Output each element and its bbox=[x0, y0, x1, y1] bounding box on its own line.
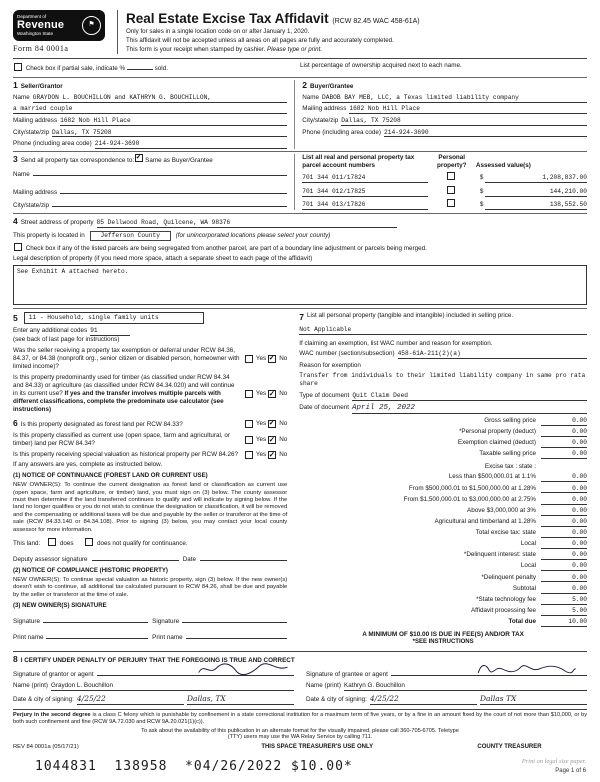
tier2-value[interactable]: 0.00 bbox=[541, 485, 587, 494]
new-owner-signature-title: (3) NEW OWNER(S) SIGNATURE bbox=[13, 601, 107, 609]
parcel-table bbox=[302, 154, 587, 210]
personal-property-deduct-value[interactable]: 0.00 bbox=[541, 428, 587, 437]
exemption-claimed-row bbox=[299, 439, 587, 448]
section-5-number: 5 bbox=[13, 312, 18, 323]
buyer-phone-value[interactable]: 214-924-3690 bbox=[384, 129, 587, 138]
historic-property-yesno bbox=[244, 451, 287, 459]
additional-codes-label: Enter any additional codes bbox=[13, 326, 88, 334]
seller-name-value-line2[interactable]: a married couple bbox=[13, 105, 287, 114]
minimum-due-note: A MINIMUM OF $10.00 IS DUE IN FEE(S) AND/OR TAX bbox=[362, 630, 524, 638]
historic-property-yes-label: Yes bbox=[255, 451, 267, 459]
buyer-name-label: Name bbox=[302, 93, 320, 101]
section-7-number: 7 bbox=[299, 312, 304, 323]
new-owner-signature-row bbox=[13, 615, 287, 626]
reason-for-exemption-value[interactable]: Transfer from individuals to their limited liability company in same pro rata share bbox=[299, 372, 586, 388]
section-1-seller bbox=[13, 80, 294, 149]
seller-name-label: Name bbox=[13, 93, 30, 101]
seller-exemption-question bbox=[13, 347, 287, 371]
predominant-use-question-normal: Is this property predominantly used for timber (as classified under RCW 84.34 and 84.33) or agriculture (as classified under RCW 84.34.020) and will continue in its current use? bbox=[13, 373, 235, 398]
header-note-2: This affidavit will not be accepted unless all areas on all pages are fully and accurately completed. bbox=[126, 37, 394, 45]
legal-size-note: Print on legal size paper. bbox=[521, 758, 586, 766]
buyer-mailing-label: Mailing address bbox=[302, 105, 347, 113]
header-note-3 bbox=[126, 46, 587, 54]
grantor-signature-line[interactable] bbox=[97, 668, 294, 676]
assessed-value-col-header: Assessed value(s) bbox=[475, 162, 531, 170]
seller-exemption-question-text: Was the seller receiving a property tax exemption or deferral under RCW 84.36, 84.37, or 84.38 (nonprofit org., senior citizen or disabled person, homeowner with limited income)? bbox=[13, 346, 240, 370]
forest-land-no-checkbox[interactable] bbox=[268, 420, 276, 428]
assessed-value-1[interactable]: 1,208,837.00 bbox=[485, 174, 587, 183]
date-of-document-label: Date of document bbox=[299, 403, 349, 411]
seller-title: Seller/Grantor bbox=[20, 83, 63, 91]
page-corner bbox=[522, 758, 586, 776]
footer-row bbox=[13, 744, 587, 752]
accessibility-notice bbox=[13, 728, 587, 742]
segregated-checkbox[interactable] bbox=[14, 243, 22, 251]
forest-land-question-body: Is this property designated as forest land per RCW 84.33? bbox=[20, 421, 183, 429]
seller-name-value[interactable]: GRAYDON L. BOUCHILLON and KATHRYN G. BOUCHILLON, bbox=[33, 94, 287, 103]
current-use-yesno bbox=[244, 432, 287, 448]
predominant-use-yesno bbox=[244, 374, 287, 414]
agency-logo-block bbox=[13, 10, 109, 54]
state-seal-icon: ⚑ bbox=[82, 16, 101, 35]
seller-citystatezip-value[interactable]: Dallas, TX 75208 bbox=[52, 129, 287, 138]
correspondence-mailing-label: Mailing address bbox=[13, 188, 58, 196]
grantor-date-city-label: Date & city of signing: bbox=[13, 695, 74, 703]
current-use-question bbox=[13, 432, 287, 448]
see-back-note: (see back of last page for instructions) bbox=[13, 335, 120, 343]
additional-codes-value[interactable]: 91 bbox=[90, 327, 130, 336]
section-8-certification bbox=[13, 651, 587, 705]
header-note-3-text: This form is your receipt when stamped by cashier. bbox=[126, 46, 267, 54]
current-use-no-label: No bbox=[279, 436, 288, 444]
forest-land-yes-label: Yes bbox=[255, 419, 267, 427]
main-columns bbox=[13, 308, 587, 646]
grantor-city-value[interactable]: Dallas, TX bbox=[187, 694, 294, 705]
this-land-row bbox=[13, 538, 287, 548]
tier4-row bbox=[299, 507, 587, 516]
delinquent-interest-local-label: Local bbox=[520, 562, 536, 570]
total-due-value[interactable]: 10.00 bbox=[541, 618, 587, 627]
correspondence-parcels-row bbox=[13, 151, 587, 210]
certify-statement: I CERTIFY UNDER PENALTY OF PERJURY THAT THE FOREGOING IS TRUE AND CORRECT bbox=[20, 656, 295, 664]
section-1-number: 1 bbox=[13, 80, 18, 91]
personal-property-checkbox-3[interactable] bbox=[447, 199, 455, 207]
personal-property-col-header: Personal property? bbox=[437, 153, 467, 170]
notice-compliance-title: (2) NOTICE OF COMPLIANCE (HISTORIC PROPERTY) bbox=[13, 566, 168, 574]
grantee-date-value[interactable]: 4/25/22 bbox=[370, 694, 477, 705]
new-owner-printname-2 bbox=[152, 631, 287, 642]
notice-continuance-body: NEW OWNER(S): To continue the current designation as forest land or classification as current use (open space, farm and agriculture, or timber) land, you must sign on (3) below. The county assessor must then determine if the land transferred continues to qualify and will indicate by signing below. If the land no longer qualifies or you do not wish to continue the designation or classification, it will be removed and the compensating or additional taxes will be due and payable by the seller or transferor at the time of sale (RCW 84.33.140 or 84.34.108). Prior to signing (3) below, you may contact your local county assessor for more information. bbox=[13, 482, 288, 533]
type-of-document-value[interactable]: Quit Claim Deed bbox=[352, 392, 587, 401]
buyer-name-value[interactable]: DABOB BAY MEB, LLC, a Texas limited liability company bbox=[322, 94, 587, 103]
grantee-signature-line[interactable] bbox=[391, 668, 587, 676]
partial-sale-suffix: sold. bbox=[154, 65, 168, 73]
parcel-col-header: List all real and personal property tax parcel account numbers bbox=[302, 153, 415, 170]
local-tax-row bbox=[299, 540, 587, 549]
local-tax-value[interactable]: 0.00 bbox=[541, 540, 587, 549]
wac-number-label: WAC number (section/subsection) bbox=[299, 350, 395, 358]
delinquent-interest-local-value[interactable]: 0.00 bbox=[541, 562, 587, 571]
legal-description-label: Legal description of property (if you need more space, attach a separate sheet to each page of the affidavit) bbox=[13, 255, 313, 263]
buyer-mailing-value[interactable]: 1682 Nob Hill Place bbox=[349, 105, 587, 114]
street-address-label: Street address of property bbox=[20, 219, 94, 227]
grantee-signature-block bbox=[306, 665, 587, 705]
section-3-correspondence bbox=[13, 154, 294, 210]
assessed-value-2[interactable]: 144,210.00 bbox=[485, 188, 587, 197]
grantor-name-print-line[interactable] bbox=[51, 682, 294, 691]
treasurer-space-label: THIS SPACE TREASURER'S USE ONLY bbox=[261, 744, 374, 751]
predominant-use-no-checkbox[interactable] bbox=[268, 390, 276, 398]
local-tax-label: Local bbox=[520, 540, 536, 548]
delinquent-interest-state-row bbox=[299, 551, 587, 560]
county-treasurer-label: COUNTY TREASURER bbox=[477, 744, 542, 751]
deputy-assessor-row bbox=[13, 553, 287, 564]
seller-exemption-yesno bbox=[244, 347, 287, 371]
buyer-citystatezip-label: City/state/zip bbox=[302, 116, 339, 124]
tier3-value[interactable]: 0.00 bbox=[541, 496, 587, 505]
section-6-number: 6 bbox=[13, 418, 18, 429]
street-address-value[interactable]: 85 Dellwood Road, Quilcene, WA 98376 bbox=[97, 219, 397, 228]
grantee-signature-label: Signature of grantee or agent bbox=[306, 670, 388, 678]
correspondence-citystatezip-label: City/state/zip bbox=[13, 202, 50, 210]
delinquent-penalty-row bbox=[299, 574, 587, 583]
predominant-use-question bbox=[13, 374, 287, 414]
deputy-assessor-signature-line[interactable] bbox=[92, 553, 179, 561]
section-3-number: 3 bbox=[13, 153, 18, 164]
cashier-stamp: 1044831 138958 *04/26/2022 $10.00* bbox=[35, 759, 353, 775]
seller-phone-label: Phone (including area code) bbox=[13, 140, 92, 148]
deputy-date-label: Date bbox=[182, 555, 197, 563]
assessed-value-3[interactable]: 138,552.50 bbox=[485, 201, 587, 210]
parcel-number-1[interactable]: 701 344 011/17824 bbox=[302, 174, 427, 183]
delinquent-interest-state-label: *Delinquent interest: state bbox=[463, 551, 536, 559]
personal-property-list-label: List all personal property (tangible and intangible) included in selling price. bbox=[306, 312, 514, 320]
logo-state-line: Washington State bbox=[17, 30, 54, 36]
taxable-selling-price-row bbox=[299, 450, 587, 459]
located-note: (for unincorporated locations please select your county) bbox=[175, 231, 331, 239]
historic-property-no-label: No bbox=[279, 451, 288, 459]
notice-compliance-body: NEW OWNER(S): To continue special valuation as historic property, sign (3) below. If the new owner(s) doesn't wish to continue, all additional tax calculated pursuant to RCW 84.26, shall be due and payable by the seller or transferor at the time of sale. bbox=[13, 576, 288, 598]
taxable-selling-price-value[interactable]: 0.00 bbox=[541, 450, 587, 459]
exemption-note: If claiming an exemption, list WAC number and reason for exemption. bbox=[299, 339, 493, 347]
new-owner-signature-line-2[interactable] bbox=[182, 615, 287, 623]
exemption-claimed-value[interactable]: 0.00 bbox=[541, 439, 587, 448]
predominant-use-yes-checkbox[interactable] bbox=[245, 390, 253, 398]
print-name-label-2: Print name bbox=[152, 633, 183, 641]
section-5-land-use bbox=[13, 312, 287, 414]
grantor-name-print-label: Name (print) bbox=[13, 681, 48, 689]
forest-land-question bbox=[13, 418, 287, 429]
top-instruction-row bbox=[13, 62, 587, 75]
signature-label-2: Signature bbox=[152, 617, 180, 625]
date-of-document-value[interactable]: April 25, 2022 bbox=[352, 404, 587, 415]
parcel-number-2[interactable]: 701 344 012/17825 bbox=[302, 188, 427, 197]
seller-phone-value[interactable]: 214-924-3690 bbox=[95, 140, 287, 149]
personal-property-deduct-row bbox=[299, 428, 587, 437]
does-not-label: does not qualify for continuance. bbox=[96, 539, 188, 547]
section-7-tax-computation bbox=[294, 312, 587, 646]
form-title-rcw-ref: (RCW 82.45 WAC 458-61A) bbox=[332, 18, 420, 25]
seller-mailing-value[interactable]: 1682 Nob Hill Place bbox=[60, 117, 287, 126]
tier2-label: From $500,000.01 to $1,500,000.00 at 1.28% bbox=[408, 484, 536, 492]
correspondence-name-label: Name bbox=[13, 170, 30, 178]
tier4-label: Above $3,000,000 at 3% bbox=[467, 506, 536, 514]
legal-description-box[interactable] bbox=[13, 265, 587, 305]
grantee-signature-image bbox=[467, 661, 587, 677]
ownership-note: List percentage of ownership acquired next to each name. bbox=[300, 62, 462, 70]
seller-mailing-label: Mailing address bbox=[13, 116, 58, 124]
section-4-number: 4 bbox=[13, 216, 18, 227]
correspondence-mailing-input[interactable] bbox=[60, 186, 287, 194]
personal-property-checkbox-2[interactable] bbox=[447, 186, 455, 194]
parcel-row-3 bbox=[302, 199, 587, 210]
section-8-number: 8 bbox=[13, 653, 18, 664]
total-excise-state-row bbox=[299, 529, 587, 538]
grantor-name-print-value: Graydon L. Bouchillon bbox=[51, 681, 113, 689]
seller-exemption-yes-label: Yes bbox=[255, 354, 267, 362]
grantee-city-value[interactable]: Dallas TX bbox=[480, 694, 587, 705]
historic-property-question-text: Is this property receiving special valuation as historical property per RCW 84.26? bbox=[13, 451, 239, 459]
grantor-signature-block bbox=[13, 665, 294, 705]
agricultural-timberland-row bbox=[299, 518, 587, 527]
forest-land-question-text bbox=[13, 418, 244, 429]
signature-label-1: Signature bbox=[13, 617, 40, 625]
gross-selling-price-label: Gross selling price bbox=[484, 416, 536, 424]
grantor-signature-image bbox=[194, 661, 294, 677]
historic-property-yes-checkbox[interactable] bbox=[245, 451, 253, 459]
grantor-signature-label: Signature of grantor or agent bbox=[13, 670, 94, 678]
tier3-label: From $1,500,000.01 to $3,000,000.00 at 2.75% bbox=[403, 495, 536, 503]
send-correspondence-label: Send all property tax correspondence to: bbox=[20, 156, 135, 164]
page-number: Page 1 of 6 bbox=[555, 768, 586, 775]
type-of-document-label: Type of document bbox=[299, 392, 350, 400]
predominant-use-question-bold: If yes and the transfer involves multiple parcels with different classifications, complete the predominate use calculator (see instructions) bbox=[13, 390, 224, 414]
new-owner-printname-1 bbox=[13, 631, 148, 642]
predominant-use-no-label: No bbox=[279, 390, 288, 398]
total-excise-state-value[interactable]: 0.00 bbox=[541, 529, 587, 538]
state-technology-fee-row bbox=[299, 596, 587, 605]
gross-selling-price-value[interactable]: 0.00 bbox=[541, 417, 587, 426]
wac-number-value[interactable]: 458-61A-211(2)(a) bbox=[398, 350, 587, 359]
perjury-notice bbox=[13, 709, 587, 726]
current-use-no-checkbox[interactable] bbox=[268, 436, 276, 444]
land-use-code-select[interactable]: 11 - Household, single family units bbox=[24, 312, 204, 324]
forest-land-yesno bbox=[244, 418, 287, 429]
total-due-row bbox=[299, 618, 587, 627]
header-note-3-italic: Please type or print. bbox=[267, 46, 323, 54]
county-select[interactable]: Jefferson County bbox=[90, 231, 171, 241]
deputy-assessor-label: Deputy assessor signature bbox=[13, 555, 88, 563]
partial-sale-percent-input[interactable] bbox=[127, 62, 153, 70]
personal-property-checkbox-1[interactable] bbox=[447, 172, 455, 180]
forest-land-no-label: No bbox=[279, 419, 288, 427]
personal-property-deduct-label: *Personal property (deduct) bbox=[458, 427, 536, 435]
parcel-number-3[interactable]: 701 344 013/17826 bbox=[302, 201, 427, 210]
accessibility-line-2: (TTY) users may use the WA Relay Service by calling 711. bbox=[227, 734, 373, 741]
perjury-rest: is a class C felony which is punishable by confinement in a state correctional institution for a maximum term of five years, or by a fine in an amount fixed by the court of not more than $10,000, or by both such confinement and fine (RCW 9A.72.030 and RCW 9A.20.021(1)(c)). bbox=[13, 711, 587, 725]
buyer-citystatezip-value[interactable]: Dallas, TX 75208 bbox=[341, 117, 587, 126]
seller-exemption-yes-checkbox[interactable] bbox=[245, 355, 253, 363]
subtotal-value[interactable]: 0.00 bbox=[541, 585, 587, 594]
parcel-row-2 bbox=[302, 186, 587, 197]
total-excise-state-label: Total excise tax: state bbox=[475, 529, 536, 536]
notice-continuance-title: (1) NOTICE OF CONTINUANCE (FOREST LAND OR CURRENT USE) bbox=[13, 472, 208, 480]
section-2-buyer bbox=[294, 80, 587, 149]
rev-number: REV 84 0001a (05/17/21) bbox=[13, 744, 79, 751]
state-technology-fee-value[interactable]: 5.00 bbox=[541, 596, 587, 605]
new-owner-signature-line-1[interactable] bbox=[43, 615, 148, 623]
forest-land-yes-checkbox[interactable] bbox=[245, 420, 253, 428]
grantee-name-print-value: Kathryn G. Bouchillon bbox=[344, 681, 405, 689]
partial-sale-checkbox[interactable] bbox=[14, 63, 22, 71]
agricultural-timberland-value[interactable]: 0.00 bbox=[541, 518, 587, 527]
delinquent-penalty-value[interactable]: 0.00 bbox=[541, 574, 587, 583]
parcel-row-1 bbox=[302, 172, 587, 183]
does-checkbox[interactable] bbox=[48, 538, 56, 546]
affidavit-processing-fee-value[interactable]: 5.00 bbox=[541, 607, 587, 616]
excise-tax-state-header-spacer bbox=[541, 461, 587, 468]
new-owner-signature-2 bbox=[152, 615, 287, 626]
form-title-row bbox=[126, 10, 587, 27]
same-as-buyer-label: Same as Buyer/Grantee bbox=[145, 156, 213, 164]
section-2-number: 2 bbox=[302, 80, 307, 91]
tier1-label: Less than $500,000.01 at 1.1% bbox=[448, 473, 536, 481]
grantee-name-print-label: Name (print) bbox=[306, 681, 341, 689]
logo-dept-line: Department of bbox=[17, 13, 47, 19]
section-6-designation bbox=[13, 418, 287, 642]
dollar-sign-1: $ bbox=[479, 174, 484, 182]
seller-citystatezip-label: City/state/zip bbox=[13, 128, 50, 136]
parcel-table-panel bbox=[294, 154, 587, 210]
form-title: Real Estate Excise Tax Affidavit bbox=[126, 11, 329, 26]
subtotal-row bbox=[299, 585, 587, 594]
affidavit-processing-fee-label: Affidavit processing fee bbox=[470, 606, 536, 614]
segregated-label: Check box if any of the listed parcels are being segregated from another parcel, are part of a boundary line adjustment or parcels being merged. bbox=[25, 245, 427, 253]
left-column bbox=[13, 312, 294, 646]
dollar-sign-2: $ bbox=[479, 187, 484, 195]
grantee-name-print-line[interactable] bbox=[344, 682, 587, 691]
section-4-property-location bbox=[13, 213, 587, 305]
affidavit-processing-fee-row bbox=[299, 607, 587, 616]
predominant-use-yes-label: Yes bbox=[255, 390, 267, 398]
delinquent-interest-state-value[interactable]: 0.00 bbox=[541, 551, 587, 560]
historic-property-no-checkbox[interactable] bbox=[268, 451, 276, 459]
grantor-date-value[interactable]: 4/25/22 bbox=[77, 694, 184, 705]
current-use-question-text: Is this property classified as current use (open space, farm and agricultural, or timber) land per RCW 84.34? bbox=[13, 432, 230, 448]
does-not-checkbox[interactable] bbox=[85, 538, 93, 546]
if-yes-note: If any answers are yes, complete as instructed below. bbox=[13, 461, 163, 469]
delinquent-penalty-label: *Delinquent penalty bbox=[481, 573, 536, 581]
agricultural-timberland-label: Agricultural and timberland at 1.28% bbox=[434, 517, 536, 525]
predominant-use-question-text bbox=[13, 374, 244, 414]
located-in-label: This property is located in bbox=[13, 231, 85, 239]
this-land-label: This land: bbox=[13, 539, 41, 547]
tier1-value[interactable]: 0.00 bbox=[541, 473, 587, 482]
subtotal-label: Subtotal bbox=[512, 584, 536, 592]
historic-property-question bbox=[13, 451, 287, 459]
state-technology-fee-label: *State technology fee bbox=[476, 595, 536, 603]
tier1-row bbox=[299, 473, 587, 482]
current-use-yes-checkbox[interactable] bbox=[245, 436, 253, 444]
partial-sale-row bbox=[13, 62, 300, 73]
total-due-label: Total due bbox=[508, 618, 536, 625]
buyer-phone-label: Phone (including area code) bbox=[302, 128, 382, 136]
header bbox=[13, 10, 587, 59]
gross-selling-price-row bbox=[299, 417, 587, 426]
perjury-lead: Perjury in the second degree bbox=[13, 711, 91, 718]
exemption-claimed-label: Exemption claimed (deduct) bbox=[457, 438, 536, 446]
current-use-yes-label: Yes bbox=[255, 436, 267, 444]
new-owner-printname-row bbox=[13, 631, 287, 642]
seller-exemption-no-label: No bbox=[279, 354, 288, 362]
parcel-table-header bbox=[302, 154, 587, 170]
logo-agency-name: Revenue bbox=[17, 18, 65, 31]
see-instructions-note: *SEE INSTRUCTIONS bbox=[412, 639, 474, 646]
correspondence-name-input[interactable] bbox=[33, 168, 287, 176]
tier4-value[interactable]: 0.00 bbox=[541, 507, 587, 516]
correspondence-citystatezip-input[interactable] bbox=[52, 199, 287, 207]
form-number: Form 84 0001a bbox=[13, 44, 69, 53]
reason-for-exemption-label: Reason for exemption bbox=[299, 361, 361, 369]
does-label: does bbox=[59, 539, 74, 547]
new-owner-signature-1 bbox=[13, 615, 148, 626]
dor-logo bbox=[13, 10, 105, 41]
accessibility-line-1: To ask about the availability of this publication in an alternate format for the visually impaired, please call 360-705-6705. Teletype bbox=[141, 727, 459, 734]
legal-description-value: See Exhibit A attached hereto. bbox=[17, 268, 129, 276]
tier2-row bbox=[299, 485, 587, 494]
tier3-row bbox=[299, 496, 587, 505]
delinquent-interest-local-row bbox=[299, 562, 587, 571]
personal-property-list-value[interactable]: Not Applicable bbox=[299, 326, 587, 335]
seller-buyer-row bbox=[13, 77, 587, 149]
new-owner-printname-line-2[interactable] bbox=[186, 631, 288, 639]
partial-sale-label: Check box if partial sale, indicate % bbox=[25, 65, 126, 73]
dollar-sign-3: $ bbox=[479, 201, 484, 209]
new-owner-printname-line-1[interactable] bbox=[46, 631, 148, 639]
seller-exemption-no-checkbox[interactable] bbox=[268, 355, 276, 363]
buyer-title: Buyer/Grantee bbox=[309, 83, 354, 91]
grantee-date-city-label: Date & city of signing: bbox=[306, 695, 367, 703]
deputy-date-line[interactable] bbox=[200, 553, 287, 561]
excise-tax-state-header-row bbox=[299, 461, 587, 471]
header-note-1: Only for sales in a single location code on or after January 1, 2020. bbox=[126, 28, 310, 36]
print-name-label-1: Print name bbox=[13, 633, 44, 641]
same-as-buyer-checkbox[interactable] bbox=[135, 154, 143, 162]
excise-tax-state-header: Excise tax : state : bbox=[484, 463, 536, 471]
taxable-selling-price-label: Taxable selling price bbox=[479, 450, 536, 458]
